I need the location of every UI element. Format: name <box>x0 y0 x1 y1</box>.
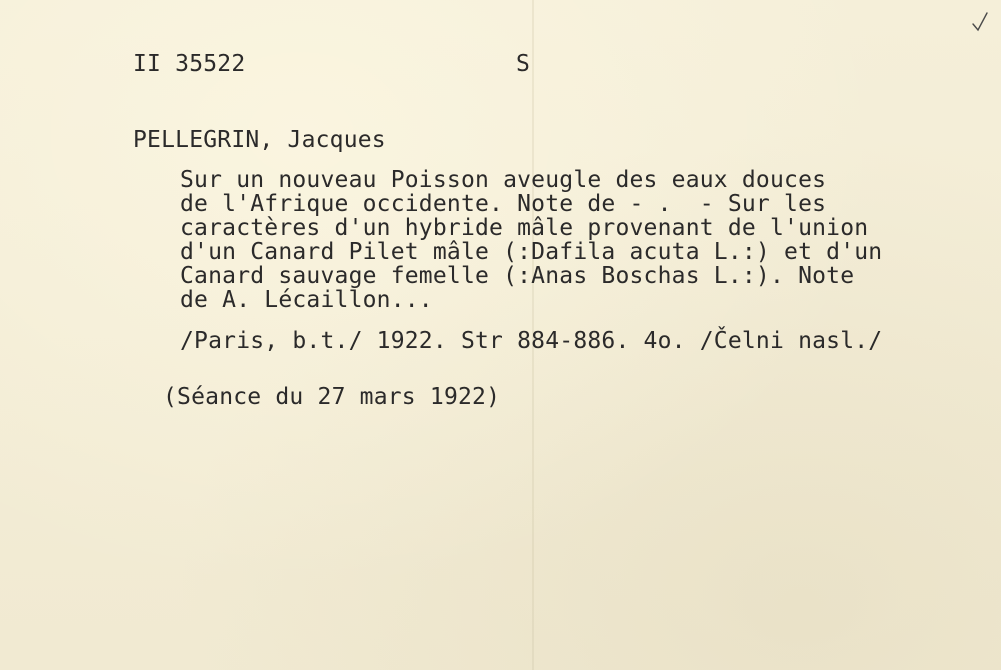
catalog-letter: S <box>516 51 531 77</box>
checkmark-icon <box>970 10 990 34</box>
title-line-2: de l'Afrique occidente. Note de - . - Sur les <box>180 191 827 217</box>
author-name: PELLEGRIN, Jacques <box>133 127 386 153</box>
title-line-5: Canard sauvage femelle (:Anas Boschas L.:). Note <box>180 263 855 289</box>
title-line-1: Sur un nouveau Poisson aveugle des eaux douces <box>180 167 827 193</box>
title-line-3: caractères d'un hybride mâle provenant de l'union <box>180 215 869 241</box>
call-number: II 35522 <box>133 51 246 77</box>
session-line: (Séance du 27 mars 1922) <box>163 384 501 410</box>
title-line-4: d'un Canard Pilet mâle (:Dafila acuta L.:) et d'un <box>180 239 883 265</box>
imprint-line: /Paris, b.t./ 1922. Str 884-886. 4o. /Čelni nasl./ <box>180 328 883 354</box>
title-line-6: de A. Lécaillon... <box>180 287 433 313</box>
